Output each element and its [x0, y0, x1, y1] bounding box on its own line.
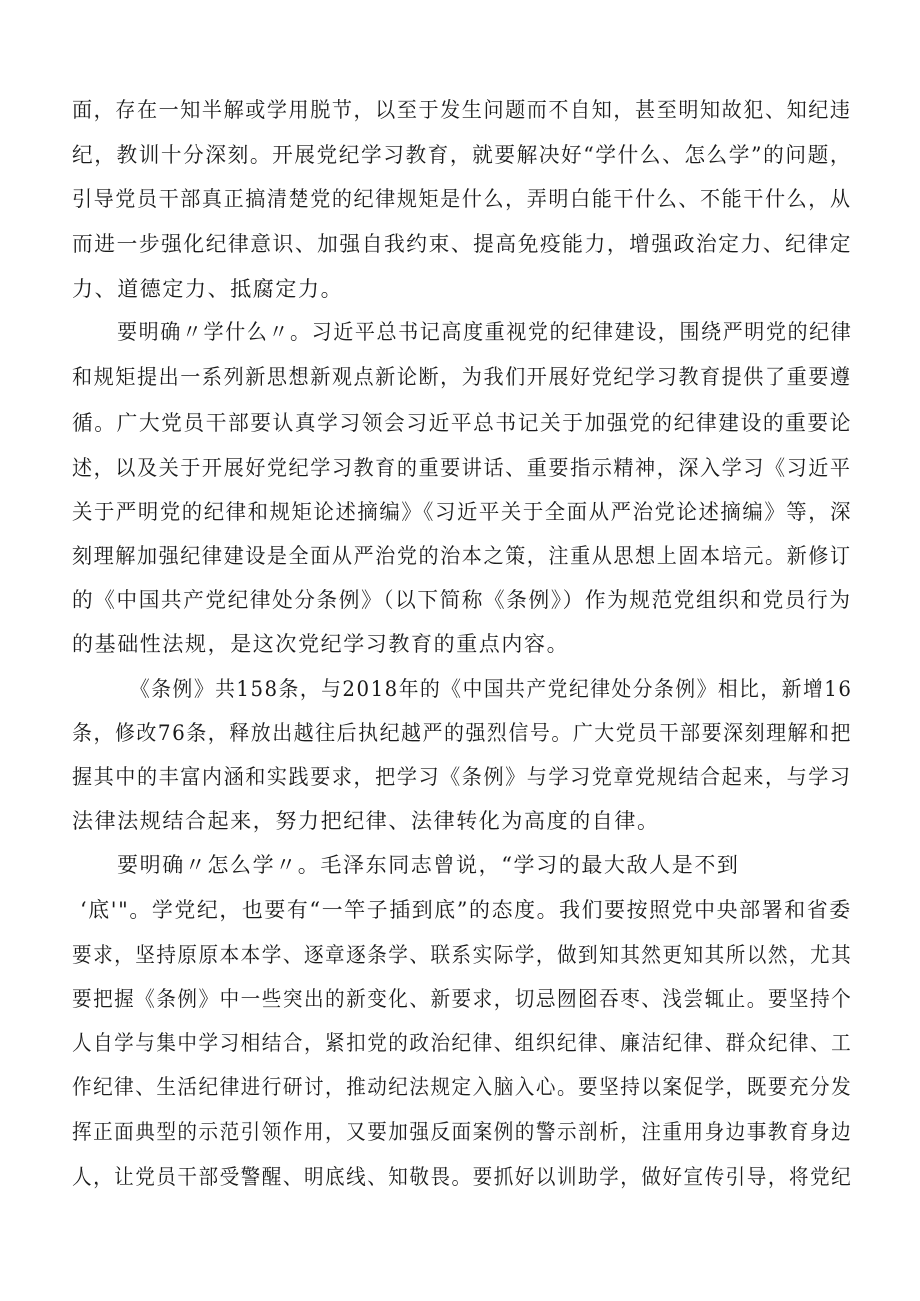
- text-line: 要明确〃学什么〃。习近平总书记高度重视党的纪律建设，围绕严明党的纪律: [117, 320, 853, 344]
- text-line: 关于严明党的纪律和规矩论述摘编》《习近平关于全面从严治党论述摘编》等，深: [72, 500, 853, 524]
- text-line: 法律法规结合起来，努力把纪律、法律转化为高度的自律。: [72, 809, 660, 833]
- text-line: 面，存在一知半解或学用脱节，以至于发生问题而不自知，甚至明知故犯、知纪违: [72, 98, 852, 122]
- text-line: 的基础性法规，是这次党纪学习教育的重点内容。: [72, 632, 570, 656]
- text-line: 述，以及关于开展好党纪学习教育的重要讲话、重要指示精神，深入学习《习近平: [72, 456, 852, 480]
- text-line: 要求，坚持原原本本学、逐章逐条学、联系实际学，做到知其然更知其所以然，尤其: [72, 943, 853, 967]
- text-line: 挥正面典型的示范引领作用，又要加强反面案例的警示剖析，注重用身边事教育身边: [72, 1120, 853, 1144]
- text-line: 握其中的丰富内涵和实践要求，把学习《条例》与学习党章党规结合起来，与学习: [72, 765, 852, 789]
- text-line: 力、道德定力、抵腐定力。: [72, 277, 344, 301]
- text-line: 纪，教训十分深刻。开展党纪学习教育，就要解决好“学什么、怎么学”的问题，: [72, 143, 853, 167]
- text-line: 刻理解加强纪律建设是全面从严治党的治本之策，注重从思想上固本培元。新修订: [72, 544, 852, 568]
- text-line: 引导党员干部真正搞清楚党的纪律规矩是什么，弄明白能干什么、不能干什么，从: [72, 187, 852, 211]
- text-line: ‘底'"。学党纪，也要有“一竿子插到底”的态度。我们要按照党中央部署和省委: [80, 898, 852, 922]
- text-line: 而进一步强化纪律意识、加强自我约束、提高免疫能力，增强政治定力、纪律定: [72, 232, 853, 256]
- text-line: 条，修改76条，释放出越往后执纪越严的强烈信号。广大党员干部要深刻理解和把: [72, 721, 852, 745]
- text-line: 作纪律、生活纪律进行研讨，推动纪法规定入脑入心。要坚持以案促学，既要充分发: [72, 1075, 853, 1099]
- text-line: 的《中国共产党纪律处分条例》（以下简称《条例》）作为规范党组织和党员行为: [72, 588, 852, 612]
- text-line: 和规矩提出一系列新思想新观点新论断，为我们开展好党纪学习教育提供了重要遵: [72, 365, 852, 389]
- text-line: 《条例》共158条，与2018年的《中国共产党纪律处分条例》相比，新增16: [130, 677, 853, 701]
- text-line: 要把握《条例》中一些突出的新变化、新要求，切忌囫囵吞枣、浅尝辄止。要坚持个: [72, 987, 853, 1011]
- text-line: 人，让党员干部受警醒、明底线、知敬畏。要抓好以训助学，做好宣传引导，将党纪: [72, 1165, 853, 1189]
- text-line: 要明确〃怎么学〃。毛泽东同志曾说，“学习的最大敌人是不到: [117, 853, 740, 877]
- text-line: 循。广大党员干部要认真学习领会习近平总书记关于加强党的纪律建设的重要论: [72, 411, 853, 435]
- text-line: 人自学与集中学习相结合，紧扣党的政治纪律、组织纪律、廉洁纪律、群众纪律、工: [72, 1031, 853, 1055]
